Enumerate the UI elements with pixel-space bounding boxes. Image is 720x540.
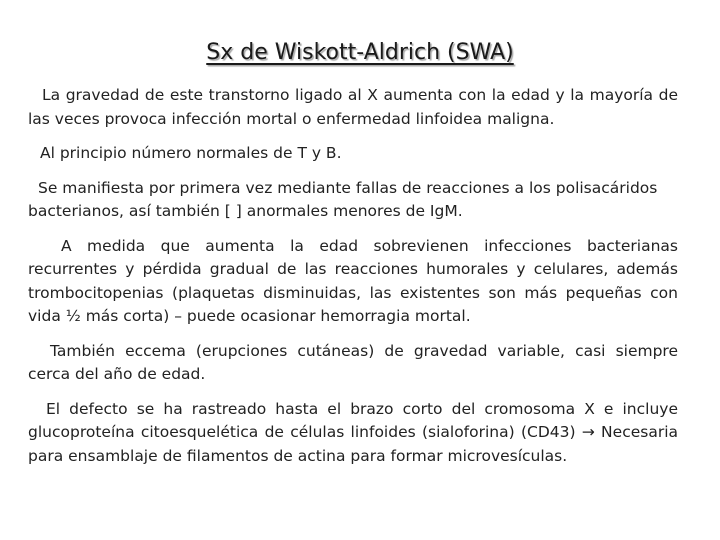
paragraph-age-progression: A medida que aumenta la edad sobrevienen infecciones bacterianas recurrentes y pérdida gradual de las reacciones humorales y celulares, además trombocitopenias (plaquetas disminuidas, las existentes son más pequeñas con vida ½ más corta) – puede ocasionar hemorragia mortal. bbox=[28, 236, 678, 325]
paragraph-manifestation: Se manifiesta por primera vez mediante fallas de reacciones a los polisacáridos bacterianos, así también [ ] anormales menores de IgM. bbox=[28, 178, 658, 220]
slide-title-text: Sx de Wiskott-Aldrich (SWA) bbox=[206, 40, 514, 65]
paragraph-severity: La gravedad de este transtorno ligado al X aumenta con la edad y la mayoría de las veces provoca infección mortal o enfermedad linfoidea maligna. bbox=[28, 86, 678, 128]
slide-body bbox=[28, 84, 678, 479]
paragraph-eczema: También eccema (erupciones cutáneas) de gravedad variable, casi siempre cerca del año de edad. bbox=[28, 341, 678, 383]
paragraph-initial-counts: Al principio número normales de T y B. bbox=[40, 144, 342, 162]
paragraph-defect: El defecto se ha rastreado hasta el brazo corto del cromosoma X e incluye glucoproteína citoesquelética de células linfoides (sialoforina) (CD43) → Necesaria para ensamblaje de filamentos de actina para formar microvesículas. bbox=[28, 399, 678, 465]
slide-title bbox=[0, 38, 720, 68]
